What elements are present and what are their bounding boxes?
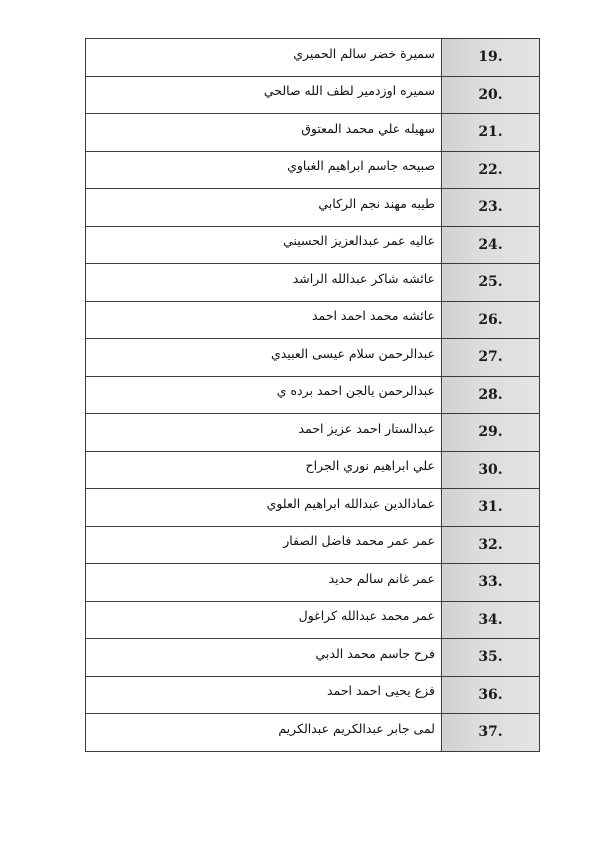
row-name-text: فرح جاسم محمد الدبي bbox=[315, 645, 435, 661]
row-name-text: سميرة خضر سالم الحميري bbox=[293, 45, 435, 61]
table-row bbox=[86, 376, 540, 414]
row-name-text: عائشه محمد احمد احمد bbox=[311, 308, 435, 324]
row-number: 19. bbox=[442, 39, 540, 77]
row-name-text: عمادالدين عبدالله ابراهيم العلوي bbox=[266, 495, 435, 511]
table-row bbox=[86, 526, 540, 564]
row-name-text: طيبه مهند نجم الركابي bbox=[318, 195, 435, 211]
row-name-text: لمى جابر عبدالكريم عبدالكريم bbox=[278, 720, 435, 736]
row-name-text: صبيحه جاسم ابراهيم الغباوي bbox=[287, 158, 435, 174]
table-row bbox=[86, 114, 540, 152]
row-name bbox=[86, 489, 442, 527]
table-row bbox=[86, 339, 540, 377]
row-name bbox=[86, 264, 442, 302]
row-number: 24. bbox=[442, 226, 540, 264]
row-name-text: عبدالرحمن سلام عيسى العبيدي bbox=[270, 345, 435, 361]
row-number: 34. bbox=[442, 601, 540, 639]
row-name bbox=[86, 301, 442, 339]
row-name bbox=[86, 376, 442, 414]
row-name bbox=[86, 114, 442, 152]
row-number: 32. bbox=[442, 526, 540, 564]
row-name bbox=[86, 676, 442, 714]
row-number: 31. bbox=[442, 489, 540, 527]
row-number: 21. bbox=[442, 114, 540, 152]
row-name bbox=[86, 226, 442, 264]
row-name bbox=[86, 526, 442, 564]
table-row bbox=[86, 189, 540, 227]
row-name-text: سهيله علي محمد المعتوق bbox=[301, 120, 435, 136]
row-number: 37. bbox=[442, 714, 540, 752]
row-name-text: فزع يحيى احمد احمد bbox=[327, 683, 435, 699]
row-name bbox=[86, 414, 442, 452]
row-name-text: عمر غانم سالم حديد bbox=[328, 570, 435, 586]
row-name-text: عبدالستار احمد عزيز احمد bbox=[298, 420, 435, 436]
row-name bbox=[86, 564, 442, 602]
row-name bbox=[86, 76, 442, 114]
row-number: 29. bbox=[442, 414, 540, 452]
table-row bbox=[86, 676, 540, 714]
row-name-text: عمر عمر محمد فاضل الصفار bbox=[283, 533, 435, 549]
row-name-text: عائشه شاكر عبدالله الراشد bbox=[292, 270, 435, 286]
row-number: 22. bbox=[442, 151, 540, 189]
table-row bbox=[86, 151, 540, 189]
row-number: 27. bbox=[442, 339, 540, 377]
row-number: 35. bbox=[442, 639, 540, 677]
row-name bbox=[86, 451, 442, 489]
row-number: 33. bbox=[442, 564, 540, 602]
row-name bbox=[86, 714, 442, 752]
row-name bbox=[86, 39, 442, 77]
table-row bbox=[86, 264, 540, 302]
row-name bbox=[86, 639, 442, 677]
table-row bbox=[86, 639, 540, 677]
row-number: 20. bbox=[442, 76, 540, 114]
row-name-text: عبدالرحمن يالجن احمد برده ي bbox=[276, 383, 435, 399]
row-number: 36. bbox=[442, 676, 540, 714]
names-table bbox=[85, 38, 540, 752]
table-row bbox=[86, 564, 540, 602]
table-row bbox=[86, 226, 540, 264]
table-row bbox=[86, 489, 540, 527]
table-row bbox=[86, 451, 540, 489]
row-name bbox=[86, 339, 442, 377]
row-name-text: علي ابراهيم نوري الجراح bbox=[305, 458, 435, 474]
table-row bbox=[86, 76, 540, 114]
row-number: 26. bbox=[442, 301, 540, 339]
row-name bbox=[86, 601, 442, 639]
table-row bbox=[86, 414, 540, 452]
row-name bbox=[86, 151, 442, 189]
row-number: 25. bbox=[442, 264, 540, 302]
row-name-text: عمر محمد عبدالله كراغول bbox=[298, 608, 435, 624]
table-row bbox=[86, 714, 540, 752]
row-name-text: عاليه عمر عبدالعزيز الحسيني bbox=[283, 233, 435, 249]
row-name bbox=[86, 189, 442, 227]
table-row bbox=[86, 601, 540, 639]
row-number: 23. bbox=[442, 189, 540, 227]
row-number: 30. bbox=[442, 451, 540, 489]
table-row bbox=[86, 39, 540, 77]
row-number: 28. bbox=[442, 376, 540, 414]
table-row bbox=[86, 301, 540, 339]
row-name-text: سميره اوزدمير لطف الله صالحي bbox=[263, 83, 435, 99]
